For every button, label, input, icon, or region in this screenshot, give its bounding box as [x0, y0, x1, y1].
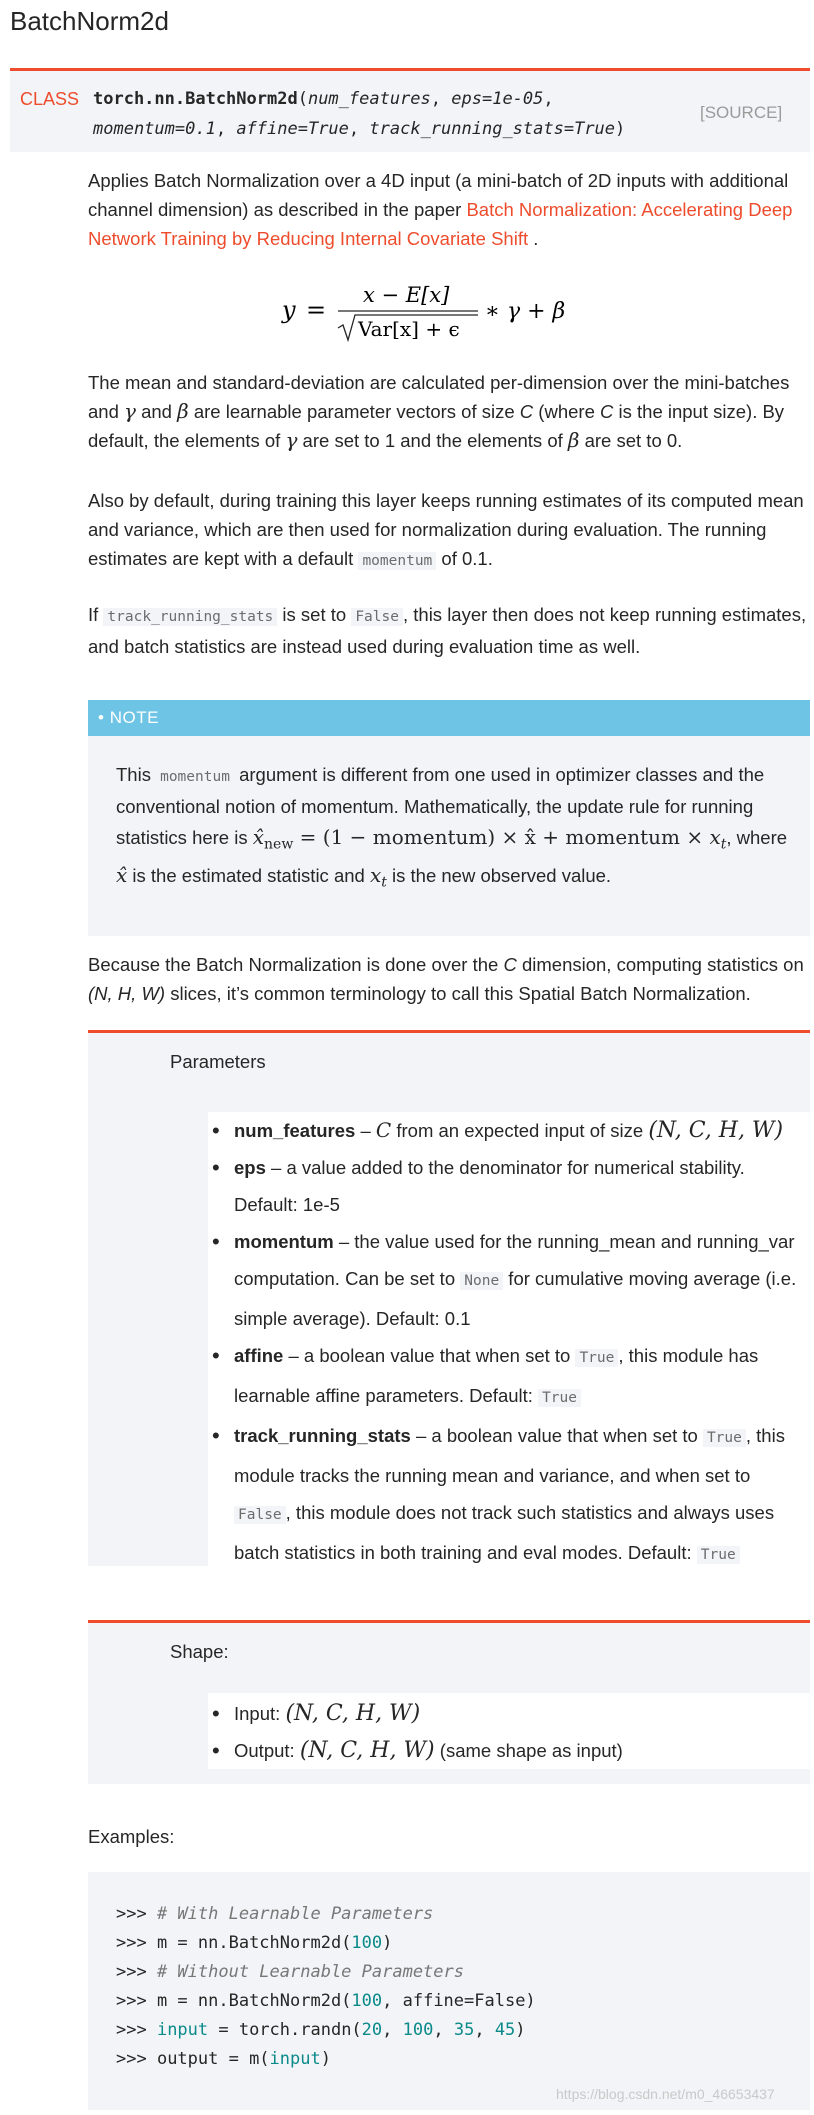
arg-momentum: momentum=0.1: [93, 119, 216, 139]
code-comment: # With Learnable Parameters: [156, 1904, 434, 1924]
watermark: https://blog.csdn.net/m0_46653437: [556, 2086, 775, 2102]
shape-output-label: Output:: [234, 1740, 300, 1761]
text: Also by default, during training this layer keeps running estimates of its computed mean and variance, which are then used for normalization during evaluation. The running estimates are kept with a default: [88, 490, 804, 569]
paper-link[interactable]: Batch Normalization: Accelerating Deep Network Training by Reducing Internal Covariate Shift: [88, 199, 793, 249]
code-text: , affine=False): [382, 1991, 536, 2011]
param-momentum: [208, 1223, 812, 1337]
text: This: [116, 764, 157, 785]
code-number: 45: [494, 2020, 516, 2040]
bullet-icon: •: [98, 708, 105, 727]
gamma-symbol: γ: [285, 428, 298, 452]
text: slices, it’s common terminology to call this Spatial Batch Normalization.: [165, 983, 751, 1004]
subscript-new: new: [264, 836, 294, 853]
text: dimension, computing statistics on: [516, 954, 804, 975]
gamma-symbol: γ: [124, 399, 136, 423]
code-number: 100: [351, 1933, 383, 1953]
prompt: >>>: [116, 1933, 157, 1953]
code-text: m = nn.BatchNorm2d(: [156, 1991, 352, 2011]
prompt: >>>: [116, 1962, 157, 1982]
shape-output: [208, 1732, 812, 1769]
arg-eps: eps=1e-05: [451, 89, 544, 109]
code-number: 20: [361, 2020, 383, 2040]
sep: ,: [348, 119, 370, 139]
formula-tail: ∗ γ + β: [485, 299, 566, 324]
inline-code-true: True: [697, 1546, 740, 1564]
text: is the new observed value.: [386, 864, 612, 886]
param-num-features: [208, 1112, 812, 1149]
class-label: CLASS: [20, 89, 80, 109]
code-number: 100: [351, 1991, 383, 2011]
code-line: [116, 1900, 810, 1929]
shape-title: Shape:: [170, 1641, 229, 1662]
text: Because the Batch Normalization is done over the: [88, 954, 504, 975]
sep: ,: [215, 119, 237, 139]
param-name: num_features: [234, 1120, 356, 1141]
code-text: ): [382, 1933, 393, 1953]
code-text: ): [515, 2020, 526, 2040]
code-text: ,: [433, 2020, 454, 2040]
inline-code-momentum: momentum: [358, 552, 436, 570]
param-desc: a boolean value that when set to: [303, 1345, 576, 1366]
class-signature: [10, 68, 810, 152]
track-paragraph: [88, 600, 808, 661]
open-paren: (: [297, 89, 308, 109]
text: (where: [533, 401, 600, 422]
text: are set to 0.: [579, 430, 683, 451]
code-text: output = m(: [156, 2049, 270, 2069]
param-eps: [208, 1149, 812, 1223]
code-line: [116, 1958, 810, 1987]
x-hat-symbol: x̂: [252, 825, 265, 849]
source-link[interactable]: [SOURCE]: [700, 103, 783, 122]
param-desc: a value added to the denominator for numerical stability. Default: 1e-5: [234, 1157, 745, 1215]
batchnorm-formula: [280, 272, 580, 344]
prompt: >>>: [116, 2020, 157, 2040]
nchw-symbol: (N, C, H, W): [648, 1118, 784, 1143]
beta-symbol: β: [567, 428, 580, 452]
text: are set to 1 and the elements of: [297, 430, 568, 451]
nchw-symbol: (N, C, H, W): [285, 1701, 421, 1726]
example-code-block: [88, 1872, 810, 2110]
inline-code-true: True: [703, 1429, 746, 1447]
param-track-running-stats: [208, 1417, 812, 1574]
update-rule-math: = (1 − momentum) × x̂ + momentum ×: [293, 825, 710, 849]
arg-track-running-stats: track_running_stats=True: [369, 119, 616, 139]
code-text: ,: [474, 2020, 495, 2040]
code-builtin: input: [156, 2020, 209, 2040]
sep: ,: [430, 89, 452, 109]
formula-eq: =: [306, 296, 327, 324]
text: is set to: [277, 604, 352, 625]
param-affine: [208, 1337, 812, 1417]
note-box: [88, 700, 810, 936]
mean-paragraph: [88, 368, 808, 455]
arg-affine: affine=True: [236, 119, 349, 139]
text: argument is different from one used in optimizer classes and the conventional notion of momentum. Mathematically, the update rule for running statistics here is: [116, 764, 765, 848]
inline-code-track-running-stats: track_running_stats: [103, 608, 277, 626]
code-line: [116, 2045, 810, 2074]
nchw-symbol: (N, C, H, W): [299, 1738, 435, 1763]
prompt: >>>: [116, 1991, 157, 2011]
page-title: BatchNorm2d: [10, 6, 169, 36]
c-symbol: C: [519, 401, 534, 422]
code-number: 100: [402, 2020, 434, 2040]
signature-line-2: [93, 119, 625, 139]
text: and: [135, 401, 178, 422]
examples-label: Examples:: [88, 1826, 175, 1847]
dash: –: [265, 1157, 287, 1178]
inline-code-true: True: [538, 1389, 581, 1407]
dash: –: [355, 1120, 376, 1141]
param-desc: the value used for the running_mean and running_var computation. Can be set to: [234, 1231, 795, 1289]
param-name: momentum: [234, 1231, 334, 1252]
running-paragraph: [88, 486, 808, 576]
note-body: [116, 760, 796, 897]
dash: –: [333, 1231, 355, 1252]
inline-code-momentum: momentum: [156, 768, 234, 786]
c-symbol: C: [600, 401, 614, 422]
formula-y: y: [282, 296, 296, 324]
beta-symbol: β: [177, 399, 189, 423]
parameters-list: [208, 1112, 812, 1574]
x-hat-symbol: x̂: [116, 862, 128, 887]
formula-denominator: Var[x] + ϵ: [358, 317, 460, 341]
inline-code-false: False: [351, 608, 403, 626]
c-symbol: C: [375, 1118, 392, 1142]
param-desc: for cumulative moving average (i.e. simple average). Default: 0.1: [234, 1268, 797, 1329]
text: If: [88, 604, 104, 625]
param-desc: from an expected input of size: [391, 1120, 649, 1141]
spatial-paragraph: [88, 950, 808, 1008]
note-header: [88, 700, 810, 736]
code-line: [116, 2016, 810, 2045]
param-desc: , this module does not track such statistics and always uses batch statistics in both training and eval modes. Default:: [234, 1502, 775, 1563]
parameters-section: [88, 1030, 810, 1566]
text: are learnable parameter vectors of size: [188, 401, 520, 422]
text: is the estimated statistic and: [127, 864, 370, 886]
code-text: ,: [382, 2020, 403, 2040]
x-symbol: x: [369, 862, 382, 887]
dash: –: [410, 1425, 432, 1446]
x-symbol: x: [709, 825, 721, 849]
code-text: ): [320, 2049, 331, 2069]
shape-section: [88, 1620, 810, 1784]
param-desc: , this module has learnable affine parameters. Default:: [234, 1345, 759, 1406]
code-comment: # Without Learnable Parameters: [156, 1962, 464, 1982]
intro-text: Applies Batch Normalization over a 4D input (a mini-batch of 2D inputs with additional channel dimension) as described in the paper: [88, 170, 789, 220]
note-header-label: NOTE: [109, 708, 159, 727]
class-name: torch.nn.BatchNorm2d: [93, 89, 298, 109]
formula-numerator: x − E[x]: [363, 283, 450, 307]
text: of 0.1.: [436, 548, 493, 569]
shape-list: [208, 1693, 812, 1769]
intro-end: .: [528, 228, 539, 249]
param-name: eps: [234, 1157, 266, 1178]
close-paren: ): [615, 119, 626, 139]
code-number: 35: [453, 2020, 475, 2040]
text: is the input size). By default, the elements of: [88, 401, 785, 451]
code-line: [116, 1929, 810, 1958]
inline-code-false: False: [234, 1506, 286, 1524]
c-symbol: C: [503, 954, 517, 975]
inline-code-none: None: [460, 1272, 503, 1290]
code-text: = torch.randn(: [208, 2020, 362, 2040]
signature-line-1: [93, 89, 554, 109]
shape-input: [208, 1695, 812, 1732]
subscript-t: t: [720, 836, 727, 853]
dash: –: [283, 1345, 304, 1366]
text: The mean and standard-deviation are calculated per-dimension over the mini-batches and: [88, 372, 790, 422]
param-name: track_running_stats: [234, 1425, 411, 1446]
prompt: >>>: [116, 2049, 157, 2069]
prompt: >>>: [116, 1904, 157, 1924]
intro-paragraph: [88, 166, 808, 253]
shape-input-label: Input:: [234, 1703, 286, 1724]
param-desc: , this module tracks the running mean and variance, and when set to: [234, 1425, 785, 1486]
arg-num-features: num_features: [307, 89, 431, 109]
subscript-t: t: [381, 874, 387, 891]
text: , where: [726, 827, 788, 848]
shape-output-note: (same shape as input): [434, 1740, 623, 1761]
inline-code-true: True: [575, 1349, 618, 1367]
text: , this layer then does not keep running estimates, and batch statistics are instead used during evaluation time as well.: [88, 604, 807, 657]
parameters-title: Parameters: [170, 1051, 266, 1072]
sep: ,: [543, 89, 554, 109]
code-text: m = nn.BatchNorm2d(: [156, 1933, 352, 1953]
code-line: [116, 1987, 810, 2016]
param-desc: a boolean value that when set to: [431, 1425, 703, 1446]
nhw-symbol: (N, H, W): [88, 983, 166, 1004]
param-name: affine: [234, 1345, 284, 1366]
code-builtin: input: [269, 2049, 321, 2069]
